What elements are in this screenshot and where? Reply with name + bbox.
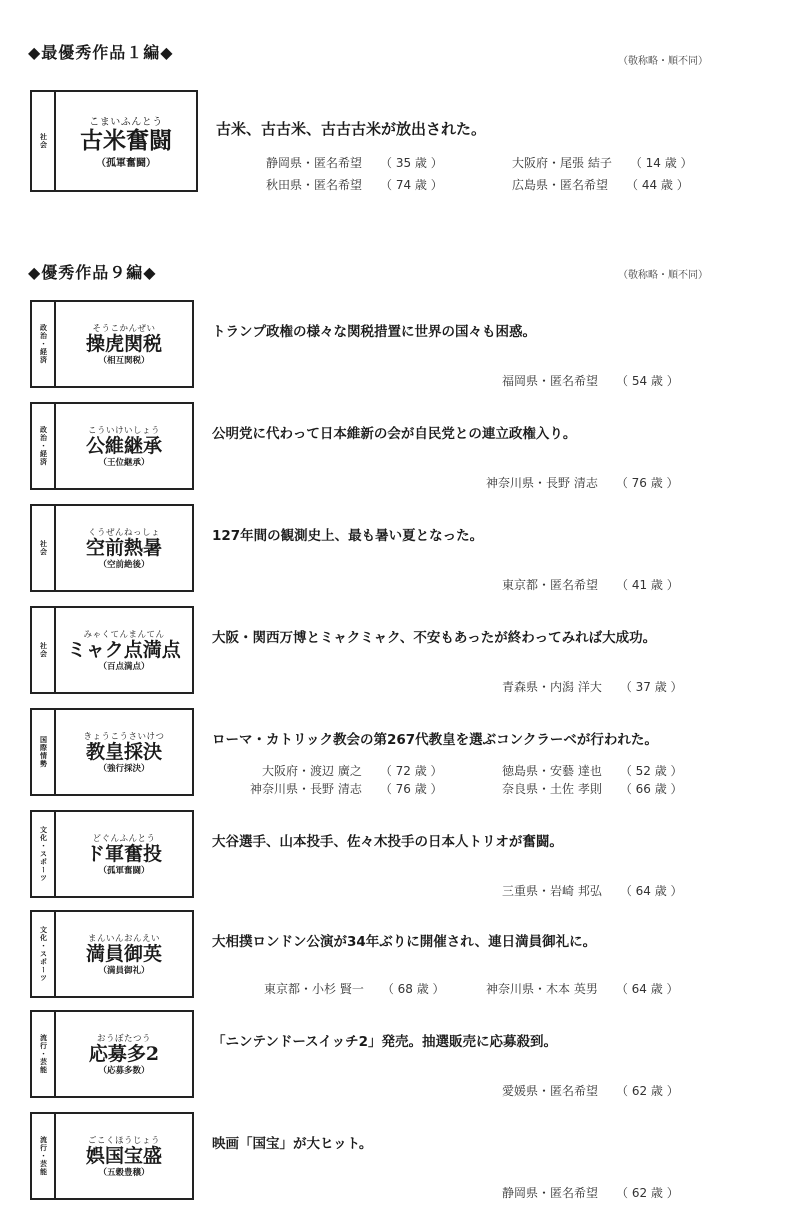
original-idiom: （空前絶後） [98,560,150,571]
entry-box [30,300,194,388]
category-label: 社会 [32,608,56,692]
description: 127年間の観測史上、最も暑い夏となった。 [212,528,484,544]
category-label: 国際情勢 [32,710,56,794]
category-label: 社会 [32,92,56,190]
coined-word: 古米奮闘 [80,127,172,155]
reading: こういけいしょう [87,425,160,436]
category-label: 流行・芸能 [32,1114,56,1198]
original-idiom: （応募多数） [98,1066,150,1077]
best-section-title: ◆最優秀作品１編◆ [28,43,174,62]
excellent-entry [30,910,770,998]
author: 静岡県・匿名希望 （ 35 歳 ） [266,156,443,170]
category-label: 政治・経済 [32,404,56,488]
excellent-entry [30,708,770,796]
description: 大阪・関西万博とミャクミャク、不安もあったが終わってみれば大成功。 [212,630,657,646]
coined-word: 空前熱暑 [85,536,162,559]
coined-word: ミャク点満点 [67,638,181,661]
author: 三重県・岩崎 邦弘 （ 64 歳 ） [502,884,683,898]
entry-box [30,606,194,694]
category-label: 流行・芸能 [32,1012,56,1096]
excellent-entry [30,504,770,592]
coined-word: 満員御英 [85,942,162,965]
reading: そうこかんぜい [92,323,156,334]
original-idiom: （百点満点） [98,662,150,673]
entry-box [30,402,194,490]
original-idiom: （孤軍奮闘） [98,866,150,877]
reading: まんいんおんえい [87,933,160,944]
author: 徳島県・安藝 達也 （ 52 歳 ） [502,764,683,778]
coined-word: ド軍奮投 [85,842,162,865]
reading: おうぼたつう [96,1033,151,1044]
original-idiom: （相互関税） [98,356,150,367]
best-entry [30,90,770,190]
entry-box [30,1112,194,1200]
original-idiom: （孤軍奮闘） [96,157,156,169]
entry-box [30,504,194,592]
author: 神奈川県・木本 英男 （ 64 歳 ） [486,982,679,996]
reading: くうぜんねっしょ [87,527,160,538]
description: 古米、古古米、古古古米が放出された。 [216,120,487,138]
excellent-section-note: （敬称略・順不同） [618,270,708,281]
original-idiom: （五穀豊穣） [98,1168,150,1179]
author: 大阪府・渡辺 廣之 （ 72 歳 ） [262,764,443,778]
entry-box [30,910,194,998]
excellent-section-title: ◆優秀作品９編◆ [28,263,157,282]
reading: どぐんふんとう [92,833,156,844]
author: 愛媛県・匿名希望 （ 62 歳 ） [502,1084,679,1098]
coined-word: 娯国宝盛 [85,1144,162,1167]
excellent-entry [30,402,770,490]
coined-word: 公維継承 [85,434,162,457]
reading: みゃくてんまんてん [83,629,165,640]
description: 「ニンテンドースイッチ2」発売。抽選販売に応募殺到。 [212,1034,558,1050]
entry-box [30,90,198,192]
description: 公明党に代わって日本維新の会が自民党との連立政権入り。 [212,426,577,442]
author: 秋田県・匿名希望 （ 74 歳 ） [266,178,443,192]
entry-box [30,708,194,796]
excellent-entry [30,300,770,388]
excellent-entry [30,606,770,694]
original-idiom: （強行採決） [98,764,150,775]
category-label: 社会 [32,506,56,590]
author: 広島県・匿名希望 （ 44 歳 ） [512,178,689,192]
category-label: 政治・経済 [32,302,56,386]
description: 大谷選手、山本投手、佐々木投手の日本人トリオが奮闘。 [212,834,563,850]
coined-word: 操虎関税 [85,332,162,355]
description: トランプ政権の様々な関税措置に世界の国々も困惑。 [212,324,536,340]
description: 映画「国宝」が大ヒット。 [212,1136,373,1152]
description: 大相撲ロンドン公演が34年ぶりに開催され、連日満員御礼に。 [212,934,597,950]
author: 神奈川県・長野 清志 （ 76 歳 ） [250,782,443,796]
category-label: 文化・スポーツ [32,912,56,996]
reading: こまいふんとう [89,117,163,129]
description: ローマ・カトリック教会の第267代教皇を選ぶコンクラーベが行われた。 [212,732,658,748]
reading: きょうこうさいけつ [83,731,165,742]
entry-box [30,810,194,898]
excellent-entry [30,1010,770,1098]
excellent-entry [30,1112,770,1200]
excellent-entry [30,810,770,898]
author: 神奈川県・長野 清志 （ 76 歳 ） [486,476,679,490]
author: 福岡県・匿名希望 （ 54 歳 ） [502,374,679,388]
author: 青森県・内潟 洋大 （ 37 歳 ） [502,680,683,694]
reading: ごこくほうじょう [87,1135,160,1146]
author: 奈良県・土佐 孝則 （ 66 歳 ） [502,782,683,796]
author: 静岡県・匿名希望 （ 62 歳 ） [502,1186,679,1200]
coined-word: 応募多2 [88,1042,160,1065]
author: 大阪府・尾張 結子 （ 14 歳 ） [512,156,693,170]
author: 東京都・匿名希望 （ 41 歳 ） [502,578,679,592]
coined-word: 教皇採決 [85,740,162,763]
category-label: 文化・スポーツ [32,812,56,896]
author: 東京都・小杉 賢一 （ 68 歳 ） [264,982,445,996]
best-section-note: （敬称略・順不同） [618,56,708,67]
original-idiom: （満員御礼） [98,966,150,977]
original-idiom: （王位継承） [98,458,150,469]
entry-box [30,1010,194,1098]
